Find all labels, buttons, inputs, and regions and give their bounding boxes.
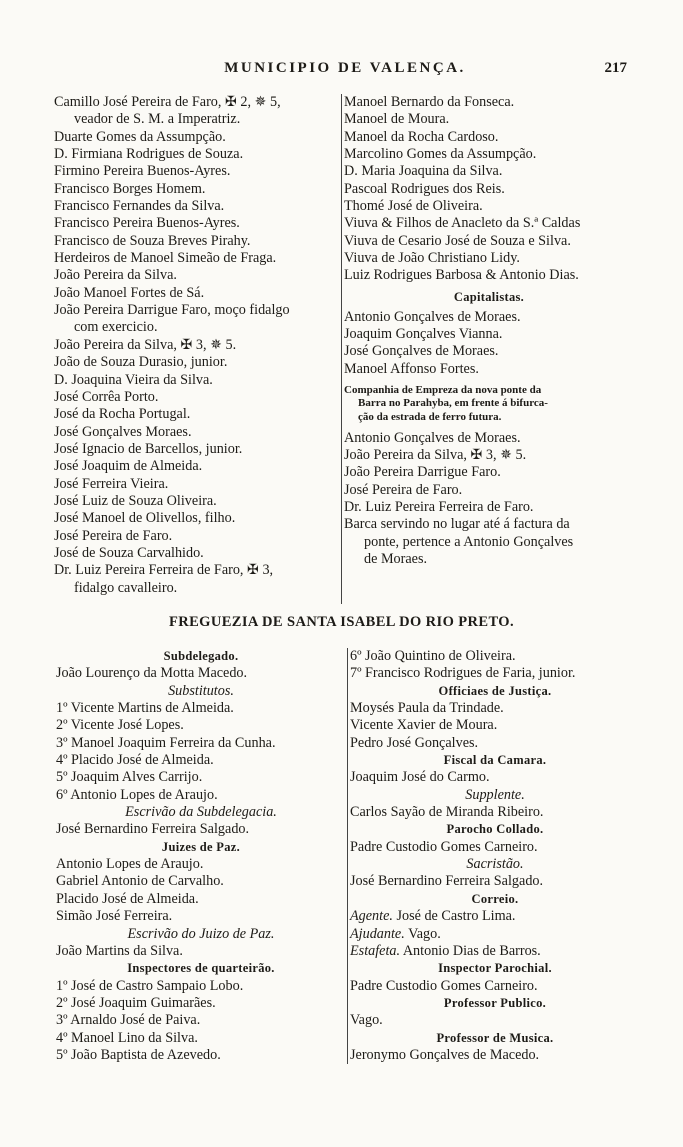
list-item: Pedro José Gonçalves. <box>350 734 479 751</box>
list-item: Barca servindo no lugar até á factura da <box>344 516 570 533</box>
list-item: Viuva de João Christiano Lidy. <box>344 250 520 267</box>
list-item: Gabriel Antonio de Carvalho. <box>56 873 224 890</box>
list-item: Antonio Gonçalves de Moraes. <box>344 308 521 325</box>
correio-estafeta <box>350 943 640 960</box>
list-item: Antonio Gonçalves de Moraes. <box>344 429 521 446</box>
running-head <box>0 60 683 82</box>
list-item: José Ferreira Vieira. <box>54 475 169 492</box>
inspector-heading: Inspector Parochial. <box>438 961 552 976</box>
list-item: Manoel Affonso Fortes. <box>344 360 479 377</box>
list-item: João Manoel Fortes de Sá. <box>54 284 205 301</box>
list-item: José da Rocha Portugal. <box>54 406 191 423</box>
companhia-heading-line: ção da estrada de ferro futura. <box>358 410 502 423</box>
juizes-heading: Juizes de Paz. <box>161 839 241 854</box>
list-item: Vago. <box>350 1012 383 1029</box>
list-item: Joaquim Gonçalves Vianna. <box>344 326 503 343</box>
upper-left-column <box>54 94 344 597</box>
list-item: Manoel Bernardo da Fonseca. <box>344 94 515 110</box>
estafeta-value: Antonio Dias de Barros. <box>402 942 541 959</box>
musica-heading: Professor de Musica. <box>436 1030 554 1045</box>
list-item: Manoel da Rocha Cardoso. <box>344 128 499 145</box>
column-divider-lower <box>347 648 348 1064</box>
companhia-heading-line: Barra no Parahyba, em frente á bifurca- <box>358 397 548 410</box>
sacristao-heading: Sacristão. <box>466 856 524 873</box>
list-item: D. Maria Joaquina da Silva. <box>344 163 503 180</box>
list-item: Dr. Luiz Pereira Ferreira de Faro. <box>344 499 534 516</box>
list-item: José Pereira de Faro. <box>344 481 463 498</box>
correio-heading: Correio. <box>471 891 519 906</box>
list-item: Luiz Rodrigues Barbosa & Antonio Dias. <box>344 267 579 284</box>
list-item: 6º João Quintino de Oliveira. <box>350 648 516 664</box>
companhia-heading <box>344 384 634 424</box>
agente-value: José de Castro Lima. <box>396 908 516 925</box>
professor-heading: Professor Publico. <box>443 995 547 1010</box>
list-item: José Gonçalves de Moraes. <box>344 343 499 360</box>
companhia-heading-line: Companhia de Empreza da nova ponte da <box>344 384 542 397</box>
list-item: Viuva & Filhos de Anacleto da S.ª Caldas <box>344 215 581 232</box>
list-item: José Gonçalves Moraes. <box>54 423 192 440</box>
list-item: 3º Manoel Joaquim Ferreira da Cunha. <box>56 734 276 751</box>
list-item: Joaquim José do Carmo. <box>350 769 490 786</box>
list-item: José Ignacio de Barcellos, junior. <box>54 440 243 457</box>
supplente-heading: Supplente. <box>465 786 525 803</box>
list-item: Dr. Luiz Pereira Ferreira de Faro, ✠ 3, <box>54 562 274 579</box>
list-item: Firmino Pereira Buenos-Ayres. <box>54 163 231 180</box>
list-item: João de Souza Durasio, junior. <box>54 354 228 371</box>
list-item: com exercicio. <box>74 319 158 336</box>
list-item: 4º Manoel Lino da Silva. <box>56 1029 198 1046</box>
list-item: 2º José Joaquim Guimarães. <box>56 994 216 1011</box>
list-item: José Luiz de Souza Oliveira. <box>54 492 217 509</box>
list-item: João Pereira da Silva, ✠ 3, ✵ 5. <box>54 336 237 353</box>
list-item: 5º João Baptista de Azevedo. <box>56 1046 221 1063</box>
list-item: 7º Francisco Rodrigues de Faria, junior. <box>350 665 576 682</box>
ajudante-value: Vago. <box>408 925 441 942</box>
list-item: 4º Placido José de Almeida. <box>56 752 214 769</box>
list-item: Moysés Paula da Trindade. <box>350 700 504 717</box>
page-title: MUNICIPIO DE VALENÇA. <box>224 60 466 76</box>
list-item: D. Joaquina Vieira da Silva. <box>54 371 213 388</box>
list-item: Francisco Borges Homem. <box>54 180 206 197</box>
lower-left-column <box>56 648 346 1064</box>
list-item: Padre Custodio Gomes Carneiro. <box>350 977 538 994</box>
lower-right-column <box>350 648 640 1064</box>
list-item: 1º Vicente Martins de Almeida. <box>56 700 234 717</box>
page-number: 217 <box>604 60 627 76</box>
list-item: Francisco Fernandes da Silva. <box>54 198 225 215</box>
list-item: Duarte Gomes da Assumpção. <box>54 128 226 145</box>
list-item: José Bernardino Ferreira Salgado. <box>350 873 544 890</box>
list-item: Vicente Xavier de Moura. <box>350 717 498 734</box>
list-item: Placido José de Almeida. <box>56 890 199 907</box>
list-item: fidalgo cavalleiro. <box>74 579 178 596</box>
list-item: Manoel de Moura. <box>344 111 450 128</box>
list-item: Antonio Lopes de Araujo. <box>56 856 204 873</box>
estafeta-label: Estafeta. <box>350 942 401 959</box>
inspectores-heading: Inspectores de quarteirão. <box>127 961 275 976</box>
list-item: José Joaquim de Almeida. <box>54 458 203 475</box>
list-item: João Pereira da Silva, ✠ 3, ✵ 5. <box>344 447 527 464</box>
list-item: Carlos Sayão de Miranda Ribeiro. <box>350 804 544 821</box>
correio-agente <box>350 908 640 925</box>
upper-right-column <box>344 94 634 568</box>
list-item: Herdeiros de Manoel Simeão de Fraga. <box>54 250 277 267</box>
list-item: João Pereira da Silva. <box>54 267 177 284</box>
list-item: 6º Antonio Lopes de Araujo. <box>56 786 218 803</box>
substitutos-heading: Substitutos. <box>168 682 234 699</box>
list-item: Simão José Ferreira. <box>56 908 173 925</box>
list-item: Francisco Pereira Buenos-Ayres. <box>54 215 240 232</box>
parocho-heading: Parocho Collado. <box>446 822 544 837</box>
list-item: Camillo José Pereira de Faro, ✠ 2, ✵ 5, <box>54 94 281 110</box>
list-item: 1º José de Castro Sampaio Lobo. <box>56 977 244 994</box>
escrivao-subdelegacia-heading: Escrivão da Subdelegacia. <box>125 804 277 821</box>
fiscal-heading: Fiscal da Camara. <box>443 753 547 768</box>
list-item: Marcolino Gomes da Assumpção. <box>344 146 537 163</box>
list-item: José Manoel de Olivellos, filho. <box>54 510 236 527</box>
section-heading: FREGUEZIA DE SANTA ISABEL DO RIO PRETO. <box>168 614 515 630</box>
list-item: João Lourenço da Motta Macedo. <box>56 665 248 682</box>
list-item: Pascoal Rodrigues dos Reis. <box>344 180 505 197</box>
list-item: Padre Custodio Gomes Carneiro. <box>350 838 538 855</box>
list-item: José Corrêa Porto. <box>54 388 159 405</box>
list-item: D. Firmiana Rodrigues de Souza. <box>54 146 244 163</box>
list-item: José Bernardino Ferreira Salgado. <box>56 821 250 838</box>
list-item: Viuva de Cesario José de Souza e Silva. <box>344 232 571 249</box>
list-item: João Pereira Darrigue Faro, moço fidalgo <box>54 302 290 319</box>
officiaes-heading: Officiaes de Justiça. <box>438 683 552 698</box>
subdelegado-heading: Subdelegado. <box>163 649 239 663</box>
ajudante-label: Ajudante. <box>350 925 405 942</box>
list-item: 5º Joaquim Alves Carrijo. <box>56 769 203 786</box>
list-item: Francisco de Souza Breves Pirahy. <box>54 232 251 249</box>
list-item: 2º Vicente José Lopes. <box>56 717 184 734</box>
list-item: Thomé José de Oliveira. <box>344 198 483 215</box>
list-item: ponte, pertence a Antonio Gonçalves <box>364 533 574 550</box>
list-item: José de Souza Carvalhido. <box>54 544 204 561</box>
list-item: João Martins da Silva. <box>56 942 183 959</box>
capitalistas-heading: Capitalistas. <box>453 289 525 304</box>
list-item: João Pereira Darrigue Faro. <box>344 464 501 481</box>
list-item: Jeronymo Gonçalves de Macedo. <box>350 1046 540 1063</box>
list-item: José Pereira de Faro. <box>54 527 173 544</box>
escrivao-juizo-heading: Escrivão do Juizo de Paz. <box>127 925 275 942</box>
list-item: 3º Arnaldo José de Paiva. <box>56 1012 201 1029</box>
correio-ajudante <box>350 926 640 943</box>
list-item: de Moraes. <box>364 551 428 568</box>
agente-label: Agente. <box>350 908 393 925</box>
list-item: veador de S. M. a Imperatriz. <box>74 111 241 128</box>
